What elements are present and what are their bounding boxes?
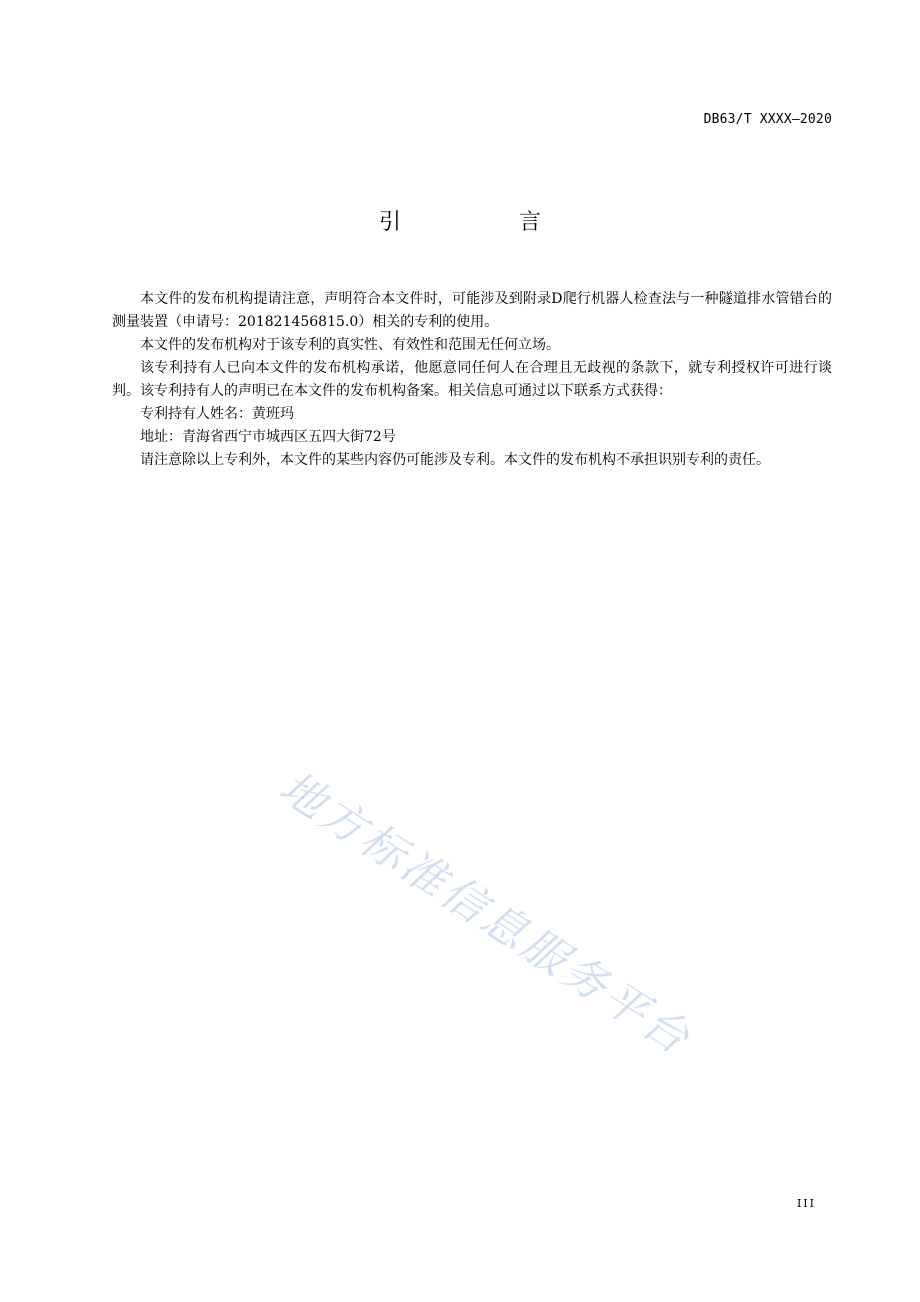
paragraph-holder-address: 地址：青海省西宁市城西区五四大街72号: [140, 429, 396, 445]
paragraph-other-patents: 请注意除以上专利外，本文件的某些内容仍可能涉及专利。本文件的发布机构不承担识别专利的责任。: [140, 452, 770, 468]
document-body: [112, 288, 832, 472]
page-title: 引 言: [378, 210, 589, 235]
paragraph-patent-notice: 本文件的发布机构提请注意，声明符合本文件时，可能涉及到附录D爬行机器人检查法与一种隧道排水管错台的测量装置（申请号：201821456815.0）相关的专利的使用。: [112, 291, 832, 330]
paragraph-holder-commitment: 该专利持有人已向本文件的发布机构承诺，他愿意同任何人在合理且无歧视的条款下，就专利授权许可进行谈判。该专利持有人的声明已在本文件的发布机构备案。相关信息可通过以下联系方式获得：: [112, 360, 832, 399]
paragraph-no-position: 本文件的发布机构对于该专利的真实性、有效性和范围无任何立场。: [140, 337, 560, 353]
page-number: III: [796, 1197, 816, 1210]
watermark: 地方标准信息服务平台: [270, 761, 701, 1066]
standard-code: DB63/T XXXX—2020: [703, 112, 832, 127]
paragraph-holder-name: 专利持有人姓名：黄班玛: [140, 406, 294, 422]
